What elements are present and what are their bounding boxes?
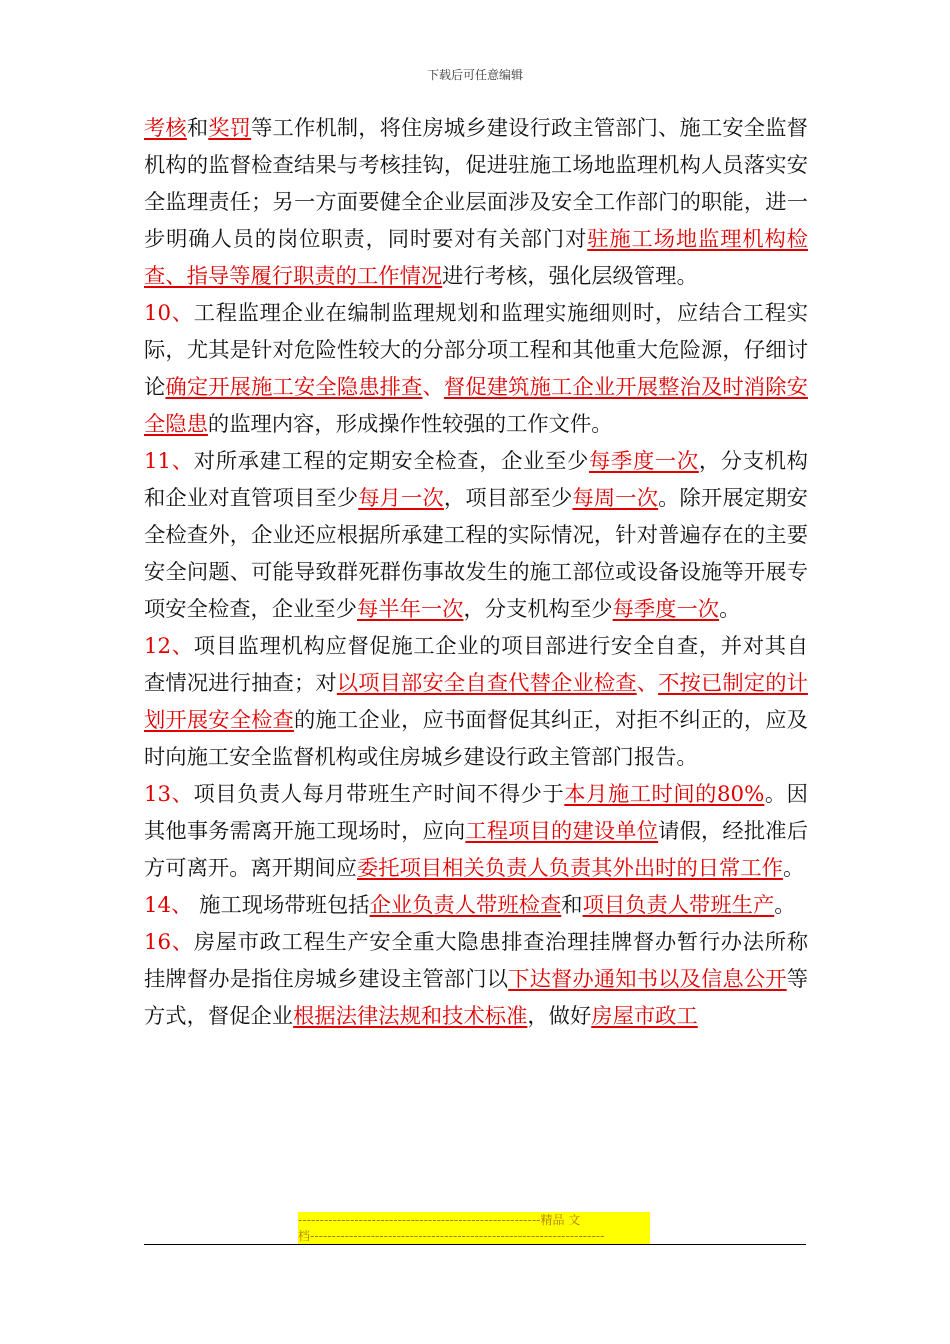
underlined-answer: 工程项目的建设单位 [465,819,659,844]
item-number: 、 [636,671,659,696]
item-number: 14、 [144,893,200,918]
underlined-answer: 本月施工时间的80% [564,782,765,807]
body-text: 。 [774,893,796,918]
underlined-answer: 驻施工场地监理机构检查、指导等履行职责的工作情况 [144,227,808,289]
body-text: 工程监理企业在编制监理规划和监理实施细则时，应结合工程实际，尤其是针对危险性较大的分部分项工程和其他重大危险源，仔细讨论 [144,301,808,400]
paragraph [144,110,808,295]
underlined-answer: 下达督办通知书以及信息公开 [508,967,787,992]
item-number: 、 [422,375,444,400]
underlined-answer: 项目负责人带班生产 [582,893,775,918]
item-number: 13、 [144,782,194,807]
document-body [144,110,808,1035]
page-header: 下载后可任意编辑 [426,68,523,82]
body-text: 施工现场带班包括 [199,893,370,918]
paragraph [144,924,808,1035]
underlined-answer: 督促建筑施工企业开展整治及时消除安全隐患 [144,375,808,437]
underlined-answer: 每半年一次 [356,597,464,622]
body-text: 等工作机制，将住房城乡建设行政主管部门、施工安全监督机构的监督检查结果与考核挂钩，促进驻施工场地监理机构人员落实安全监理责任；另一方面要健全企业层面涉及安全工作部门的职能，进一步明确人员的岗位职责，同时要对有关部门对 [144,116,808,252]
body-text: 的监理内容，形成操作性较强的工作文件。 [207,412,613,437]
body-text: 和 [186,116,209,141]
paragraph [144,887,808,924]
underlined-answer: 委托项目相关负责人负责其外出时的日常工作 [356,856,783,881]
paragraph [144,443,808,628]
body-text: 。 [719,597,741,622]
footer-watermark-line-1: --------------------------------------------------------精品 文 [298,1212,650,1228]
body-text: 。因其他事务需离开施工现场时，应向 [144,782,808,844]
body-text: 进行考核，强化层级管理。 [442,264,698,289]
item-number: 16、 [144,930,194,955]
body-text: 对所承建工程的定期安全检查，企业至少 [193,449,590,474]
body-text: 。 [782,856,805,881]
underlined-answer: 考核 [144,116,187,141]
underlined-answer: 每月一次 [358,486,444,511]
body-text: 等方式，督促企业 [144,967,808,1029]
body-text: ，分支机构和企业对直管项目至少 [144,449,808,511]
body-text: 的施工企业，应书面督促其纠正，对拒不纠正的，应及时向施工安全监督机构或住房城乡建设行政主管部门报告。 [144,708,808,770]
footer-watermark-line-2: 档-------------------------------------------------------------------- [298,1228,650,1244]
item-number: 11、 [144,449,194,474]
item-number: 10、 [144,301,194,326]
underlined-answer: 确定开展施工安全隐患排查 [165,375,423,400]
underlined-answer: 奖罚 [208,116,252,141]
body-text: ，分支机构至少 [463,597,613,622]
underlined-answer: 房屋市政工 [591,1004,698,1029]
underlined-answer: 每周一次 [572,486,659,511]
underlined-answer: 根据法律法规和技术标准 [293,1004,528,1029]
body-text: 房屋市政工程生产安全重大隐患排查治理挂牌督办暂行办法所称挂牌督办是指住房城乡建设主管部门以 [144,930,808,992]
body-text: 。除开展定期安全检查外，企业还应根据所承建工程的实际情况，针对普遍存在的主要安全问题、可能导致群死群伤事故发生的施工部位或设备设施等开展专项安全检查，企业至少 [144,486,808,622]
body-text: 项目负责人每月带班生产时间不得少于 [193,782,565,807]
underlined-answer: 以项目部安全自查代替企业检查 [336,671,637,696]
paragraph [144,295,808,443]
underlined-answer: 每季度一次 [612,597,720,622]
item-number: 12、 [144,634,194,659]
body-text: 项目监理机构应督促施工企业的项目部进行安全自查，并对其自查情况进行抽查；对 [144,634,808,696]
underlined-answer: 不按已制定的计划开展安全检查 [144,671,808,733]
body-text: 请假，经批准后方可离开。离开期间应 [144,819,808,881]
underlined-answer: 每季度一次 [589,449,699,474]
body-text: 和 [561,893,583,918]
paragraph [144,776,808,887]
underlined-answer: 企业负责人带班检查 [369,893,562,918]
footer-rule [144,1244,806,1245]
body-text: ，项目部至少 [443,486,573,511]
body-text: ，做好 [527,1004,592,1029]
paragraph [144,628,808,776]
